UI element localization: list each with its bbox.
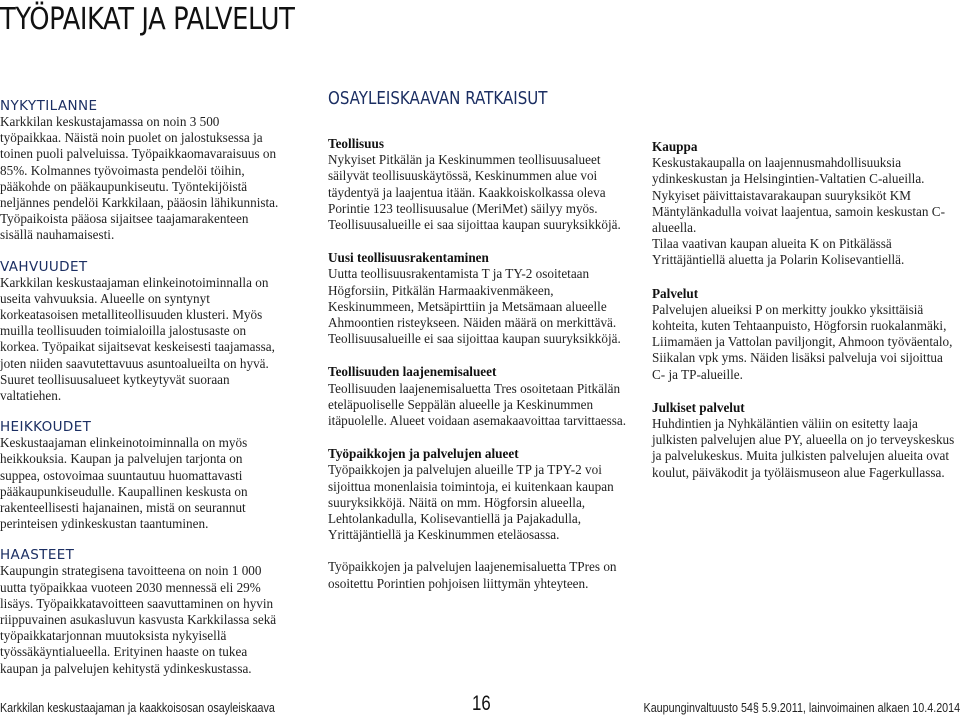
footer-approval-info: Kaupunginvaltuusto 54§ 5.9.2011, lainvoimainen alkaen 10.4.2014 <box>643 701 960 715</box>
section-haasteet <box>0 547 282 676</box>
subheading: Työpaikkojen ja palvelujen alueet <box>328 446 519 462</box>
section-text: Tilaa vaativan kaupan alueita K on Pitkälässä Yrittäjäntiellä aluetta ja Polarin Kolisevantiellä. <box>652 236 905 268</box>
section-heading: HEIKKOUDET <box>0 419 92 436</box>
section-tyopaikkojen-alueet <box>328 446 628 592</box>
section-text: Työpaikkojen ja palvelujen alueille TP ja TPY-2 voi sijoittua monenlaisia toimintoja, ei kuitenkaan kaupan suuryksikköjä. Näitä on mm. Högforsin alueella, Lehtolankadulla, Kolisevantiellä ja Pajakadulla, Yrittäjäntiellä ja Keskinummen eteläosassa. <box>328 462 614 543</box>
middle-column <box>328 88 628 609</box>
section-text: Karkkilan keskustaajaman elinkeinotoiminnalla on useita vahvuuksia. Alueelle on syntynyt korkeatasoisen metalliteollisuuden klusteri. Myös muilla teollisuuden toimialoilla jalostusaste on korkea. Työpaikat sijaitsevat keskeisesti taajamassa, joten niiden saavutettavuus asuntoalueilta on hyvä. Suuret teollisuusalueet kytkeytyvät suoraan valtatiehen. <box>0 274 275 404</box>
section-text: Huhdintien ja Nyhkäläntien väliin on esitetty laaja julkisten palvelujen alue PY, alueella on jo terveyskeskus ja palvelukeskus. Muita julkisten palvelujen alueita ovat koulut, päiväkodit ja työläismuseon alue Fagerkullassa. <box>652 416 955 480</box>
page-number: 16 <box>472 692 491 715</box>
subheading: Julkiset palvelut <box>652 399 745 415</box>
section-uusi-teollisuusrakentaminen <box>328 250 628 347</box>
section-text: Palvelujen alueiksi P on merkitty joukko yksittäisiä kohteita, kuten Tehtaanpuisto, Högforsin ruokalanmäki, Liimamäen ja Vattolan paviljongit, Ahmoon työväentalo, Siikalan vpk yms. Näiden lisäksi palveluja voi sijoittua C- ja TP-alueille. <box>652 301 953 382</box>
section-text: Työpaikkojen ja palvelujen laajenemisaluetta TPres on osoitettu Porintien pohjoisen liittymän yhteyteen. <box>328 559 617 591</box>
subheading: Teollisuus <box>328 136 384 151</box>
section-text: Keskustakaupalla on laajennusmahdollisuuksia ydinkeskustan ja Helsingintien-Valtatien C-alueilla. Nykyiset päivittaistavarakaupan suuryksiköt KM Mäntylänkadulla voivat laajentua, samoin keskustan C-alueella. <box>652 155 945 236</box>
subheading: Kauppa <box>652 139 698 154</box>
section-heikkoudet <box>0 419 282 532</box>
section-heading-osayleiskaava: OSAYLEISKAAVAN RATKAISUT <box>328 89 548 109</box>
section-teollisuus <box>328 136 628 233</box>
footer-document-title: Karkkilan keskustaajaman ja kaakkoisosan osayleiskaava <box>0 701 275 715</box>
section-nykytilanne <box>0 98 282 244</box>
section-heading: HAASTEET <box>0 547 75 564</box>
section-text: Uutta teollisuusrakentamista T ja TY-2 osoitetaan Högforsiin, Pitkälän Harmaakivenmäkeen, Keskinummeen, Metsäpirttiin ja Metsämaan alueelle Ahmoontien risteykseen. Näiden määrä on merkittävä. Teollisuusalueille ei saa sijoittaa kaupan suuryksikköjä. <box>328 266 621 347</box>
subheading: Teollisuuden laajenemisalueet <box>328 364 497 380</box>
section-laajenemisalueet <box>328 364 628 429</box>
section-kauppa <box>652 139 958 269</box>
section-text: Keskustaajaman elinkeinotoiminnalla on myös heikkouksia. Kaupan ja palvelujen tarjonta on suppea, ostovoimaa suuntautuu huomattavasti pääkaupunkiseudulle. Kaupallinen keskusta on rakenteellisesti hajanainen, mistä on seurannut perinteisen ydinkeskustan taantuminen. <box>0 435 248 532</box>
section-text: Teollisuuden laajenemisaluetta Tres osoitetaan Pitkälän eteläpuoliselle Seppälän alueelle ja Keskinummen itäpuolelle. Alueet voidaan asemakaavoittaa tarvittaessa. <box>328 380 627 429</box>
section-heading: NYKYTILANNE <box>0 98 98 114</box>
subheading: Uusi teollisuusrakentaminen <box>328 250 489 266</box>
section-text: Nykyiset Pitkälän ja Keskinummen teollisuusalueet säilyvät teollisuuskäytössä, Keskinummen alue voi täydentyä ja laajentua itään. Kaakkoiskolkassa oleva Porintie 123 teollisuusalue (MeriMet) säilyy myös. Teollisuusalueille ei saa sijoittaa kaupan suuryksikköjä. <box>328 152 621 233</box>
page-footer <box>0 692 960 718</box>
section-palvelut <box>652 286 958 383</box>
section-heading: VAHVUUDET <box>0 258 88 275</box>
subheading: Palvelut <box>652 285 699 301</box>
page-title: TYÖPAIKAT JA PALVELUT <box>0 2 295 37</box>
section-text: Karkkilan keskustajamassa on noin 3 500 työpaikkaa. Näistä noin puolet on jalostuksessa ja toinen puoli palveluissa. Työpaikkaomavaraisuus on 85%. Kolmannes työvoimasta pendelöi töihin, pääkohde on pääkaupunkiseutu. Työntekijöistä neljännes pendelöi Karkkilaan, pääosin lähikunnista. Työpaikoista pääosa sijaitsee taajamarakenteen sisällä nauhamaisesti. <box>0 114 279 243</box>
section-text: Kaupungin strategisena tavoitteena on noin 1 000 uutta työpaikkaa vuoteen 2030 mennessä eli 29% lisäys. Työpaikkatavoitteen saavuttaminen on hyvin riippuvainen asukasluvun kasvusta Karkkilassa sekä työpaikkatarjonnan muutoksista nykyisellä työssäkäyntialueella. Erityinen haaste on tukea kaupan ja palvelujen kehitystä ydinkeskustassa. <box>0 563 277 676</box>
section-vahvuudet <box>0 259 282 405</box>
left-column <box>0 98 282 692</box>
right-column <box>652 139 958 498</box>
section-julkiset-palvelut <box>652 400 958 481</box>
